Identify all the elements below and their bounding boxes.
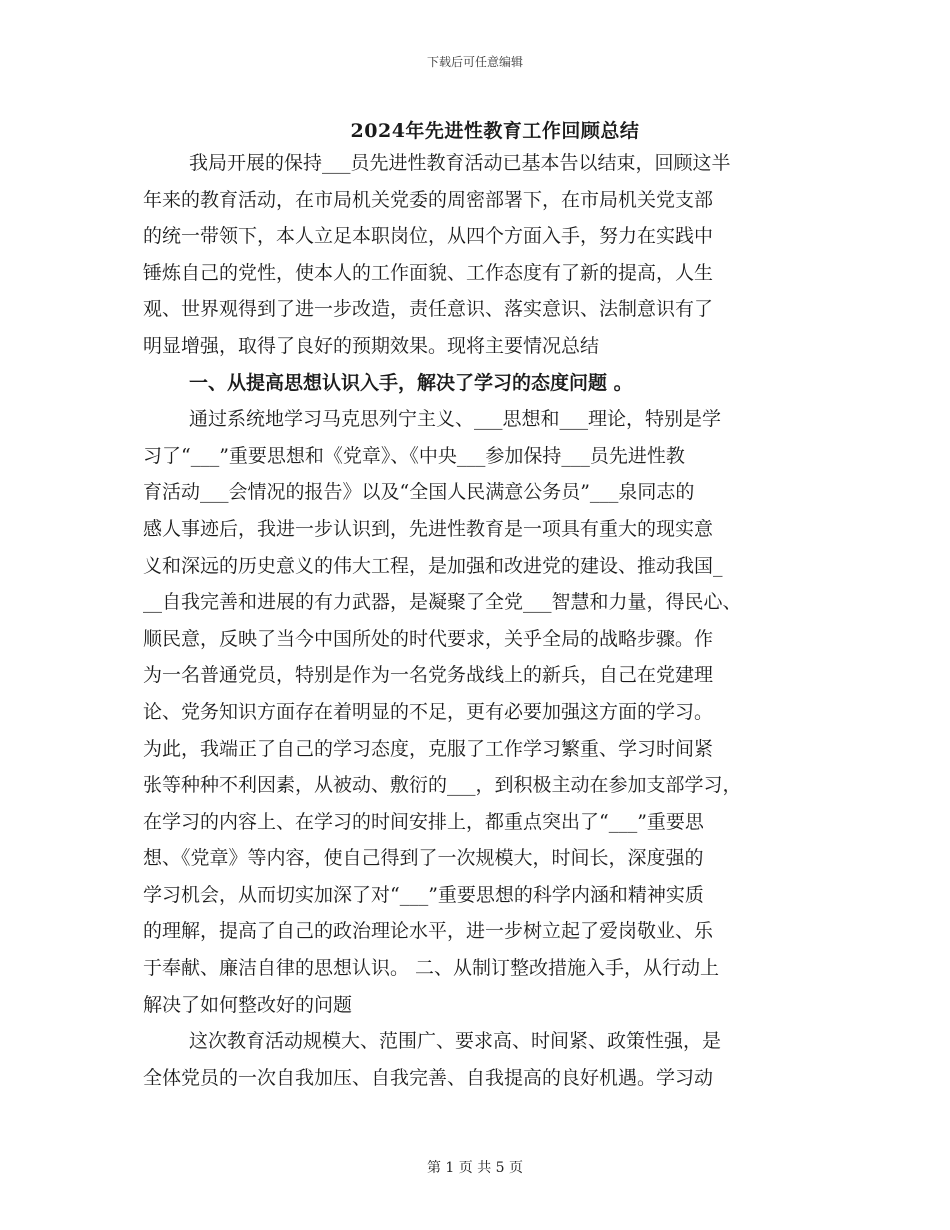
body-text-line: 学习机会，从而切实加深了对“___”重要思想的科学内涵和精神实质 <box>143 883 704 906</box>
page-number: 第 1 页 共 5 页 <box>426 1160 524 1176</box>
body-text-line: 张等种种不利因素，从被动、敷衍的___，到积极主动在参加支部学习， <box>143 774 742 797</box>
body-text-line: 感人事迹后，我进一步认识到，先进性教育是一项具有重大的现实意 <box>143 517 714 540</box>
body-text-line: __自我完善和进展的有力武器，是凝聚了全党___智慧和力量，得民心、 <box>143 591 742 614</box>
body-text-line: 在学习的内容上、在学习的时间安排上，都重点突出了“___”重要思 <box>143 810 704 833</box>
body-text-line: 通过系统地学习马克思列宁主义、___思想和___理论，特别是学 <box>189 408 722 431</box>
body-text-line: 这次教育活动规模大、范围广、要求高、时间紧、政策性强，是 <box>189 1030 722 1053</box>
body-text-line: 为一名普通党员，特别是作为一名党务战线上的新兵，自己在党建理 <box>143 664 714 687</box>
body-text-line: 的理解，提高了自己的政治理论水平，进一步树立起了爱岗敬业、乐 <box>143 920 714 943</box>
body-text-line: 锤炼自己的党性，使本人的工作面貌、工作态度有了新的提高，人生 <box>143 261 714 284</box>
body-text-line: 想、《党章》等内容，使自己得到了一次规模大，时间长，深度强的 <box>143 847 704 870</box>
body-text-line: 观、世界观得到了进一步改造，责任意识、落实意识、法制意识有了 <box>143 298 714 321</box>
document-title: 2024年先进性教育工作回顾总结 <box>350 120 640 142</box>
body-text-line: 习了“___”重要思想和《党章》、《中央___参加保持___员先进性教 <box>143 444 685 467</box>
body-text-line: 的统一带领下，本人立足本职岗位，从四个方面入手，努力在实践中 <box>143 225 714 248</box>
body-text-line: 年来的教育活动，在市局机关党委的周密部署下，在市局机关党支部 <box>143 188 714 211</box>
body-text-line: 义和深远的历史意义的伟大工程，是加强和改进党的建设、推动我国_ <box>143 554 723 577</box>
body-text-line: 顺民意，反映了当今中国所处的时代要求，关乎全局的战略步骤。作 <box>143 627 714 650</box>
body-text-line: 明显增强，取得了良好的预期效果。现将主要情况总结 <box>143 334 600 357</box>
body-text-line: 于奉献、廉洁自律的思想认识。 二、从制订整改措施入手，从行动上 <box>143 957 720 980</box>
body-text-line: 我局开展的保持___员先进性教育活动已基本告以结束，回顾这半 <box>189 152 731 174</box>
section-heading: 一、从提高思想认识入手，解决了学习的态度问题 。 <box>189 371 633 394</box>
document-body <box>143 145 818 1096</box>
body-text-line: 论、党务知识方面存在着明显的不足，更有必要加强这方面的学习。 <box>143 700 714 723</box>
body-text-line: 解决了如何整改好的问题 <box>143 993 353 1016</box>
header-note: 下载后可任意编辑 <box>426 55 523 69</box>
body-text-line: 育活动___会情况的报告》以及“全国人民满意公务员”___泉同志的 <box>143 481 695 504</box>
body-text-line: 为此，我端正了自己的学习态度，克服了工作学习繁重、学习时间紧 <box>143 737 714 760</box>
body-text-line: 全体党员的一次自我加压、自我完善、自我提高的良好机遇。学习动 <box>143 1066 714 1089</box>
